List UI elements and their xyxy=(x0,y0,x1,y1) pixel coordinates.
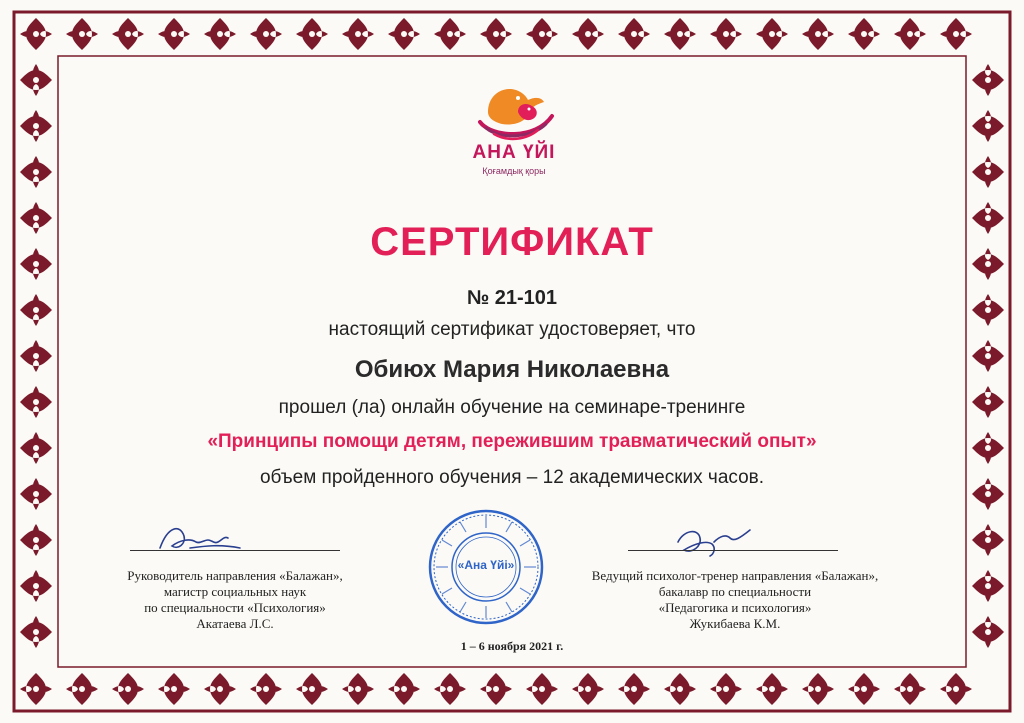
right-caption-line: бакалавр по специальности xyxy=(658,584,812,599)
logo-subtitle: Қоғамдық қоры xyxy=(482,166,546,176)
certify-text: настоящий сертификат удостоверяет, что xyxy=(328,319,696,340)
border-motif xyxy=(972,524,1004,556)
border-motif xyxy=(112,18,144,50)
border-motif xyxy=(940,673,972,705)
border-motif xyxy=(940,18,972,50)
official-stamp xyxy=(426,508,546,626)
stamp-center-text: «Ана Үйі» xyxy=(457,558,515,572)
border-motif xyxy=(388,673,420,705)
left-signature-icon xyxy=(150,518,250,558)
border-motif xyxy=(66,673,98,705)
border-motif xyxy=(342,673,374,705)
logo-name: АНА ҮЙІ xyxy=(472,142,556,163)
right-signature-icon xyxy=(670,520,760,560)
border-motif xyxy=(802,18,834,50)
border-motif xyxy=(618,18,650,50)
border-motif xyxy=(756,673,788,705)
border-motif xyxy=(158,673,190,705)
training-text: прошел (ла) онлайн обучение на семинаре-тренинге xyxy=(278,397,746,418)
border-motif xyxy=(894,673,926,705)
border-motif xyxy=(756,18,788,50)
border-motif xyxy=(664,18,696,50)
border-motif xyxy=(848,673,880,705)
border-motif xyxy=(710,673,742,705)
left-caption-line: магистр социальных наук xyxy=(163,584,307,599)
border-motif xyxy=(972,616,1004,648)
border-motif xyxy=(894,18,926,50)
border-motif xyxy=(710,18,742,50)
training-dates: 1 – 6 ноября 2021 г. xyxy=(460,639,564,653)
border-motif xyxy=(20,570,52,602)
right-caption-line: «Педагогика и психология» xyxy=(658,600,812,615)
border-motif xyxy=(972,156,1004,188)
course-title: «Принципы помощи детям, пережившим травматический опыт» xyxy=(207,431,817,452)
border-motif xyxy=(20,64,52,96)
border-motif xyxy=(20,110,52,142)
border-motif xyxy=(204,673,236,705)
border-motif xyxy=(618,673,650,705)
border-motif xyxy=(388,18,420,50)
left-caption-line: по специальности «Психология» xyxy=(144,600,326,615)
border-motif xyxy=(296,18,328,50)
right-caption-line: Ведущий психолог-тренер направления «Балажан», xyxy=(591,568,879,583)
recipient-name: Обиюх Мария Николаевна xyxy=(354,356,670,383)
border-motif xyxy=(20,673,52,705)
border-motif xyxy=(434,673,466,705)
right-caption-line: Жукибаева К.М. xyxy=(689,616,781,631)
border-motif xyxy=(480,18,512,50)
border-motif xyxy=(664,673,696,705)
border-motif xyxy=(250,18,282,50)
border-motif xyxy=(250,673,282,705)
certificate-number: № 21-101 xyxy=(466,287,558,309)
ana-uyi-logo xyxy=(452,82,576,182)
border-motif xyxy=(572,18,604,50)
left-signature-line xyxy=(130,550,340,551)
certificate-title: СЕРТИФИКАТ xyxy=(370,220,654,264)
bird-nest-logo-icon xyxy=(466,82,562,144)
border-motif xyxy=(480,673,512,705)
border-motif xyxy=(342,18,374,50)
border-motif xyxy=(526,18,558,50)
border-motif xyxy=(972,64,1004,96)
border-motif xyxy=(204,18,236,50)
border-motif xyxy=(526,673,558,705)
left-caption-line: Руководитель направления «Балажан», xyxy=(127,568,343,583)
left-caption-line: Акатаева Л.С. xyxy=(196,616,274,631)
border-motif xyxy=(572,673,604,705)
border-motif xyxy=(20,524,52,556)
border-motif xyxy=(972,110,1004,142)
right-signatory-caption xyxy=(560,568,910,632)
right-signature-line xyxy=(628,550,838,551)
border-motif xyxy=(20,616,52,648)
border-motif xyxy=(296,673,328,705)
border-motif xyxy=(802,673,834,705)
border-motif xyxy=(158,18,190,50)
border-motif xyxy=(20,156,52,188)
border-motif xyxy=(972,570,1004,602)
border-motif xyxy=(434,18,466,50)
border-motif xyxy=(112,673,144,705)
hours-text: объем пройденного обучения – 12 академических часов. xyxy=(259,467,765,488)
border-motif xyxy=(848,18,880,50)
border-motif xyxy=(20,18,52,50)
border-motif xyxy=(66,18,98,50)
left-signatory-caption xyxy=(95,568,375,632)
